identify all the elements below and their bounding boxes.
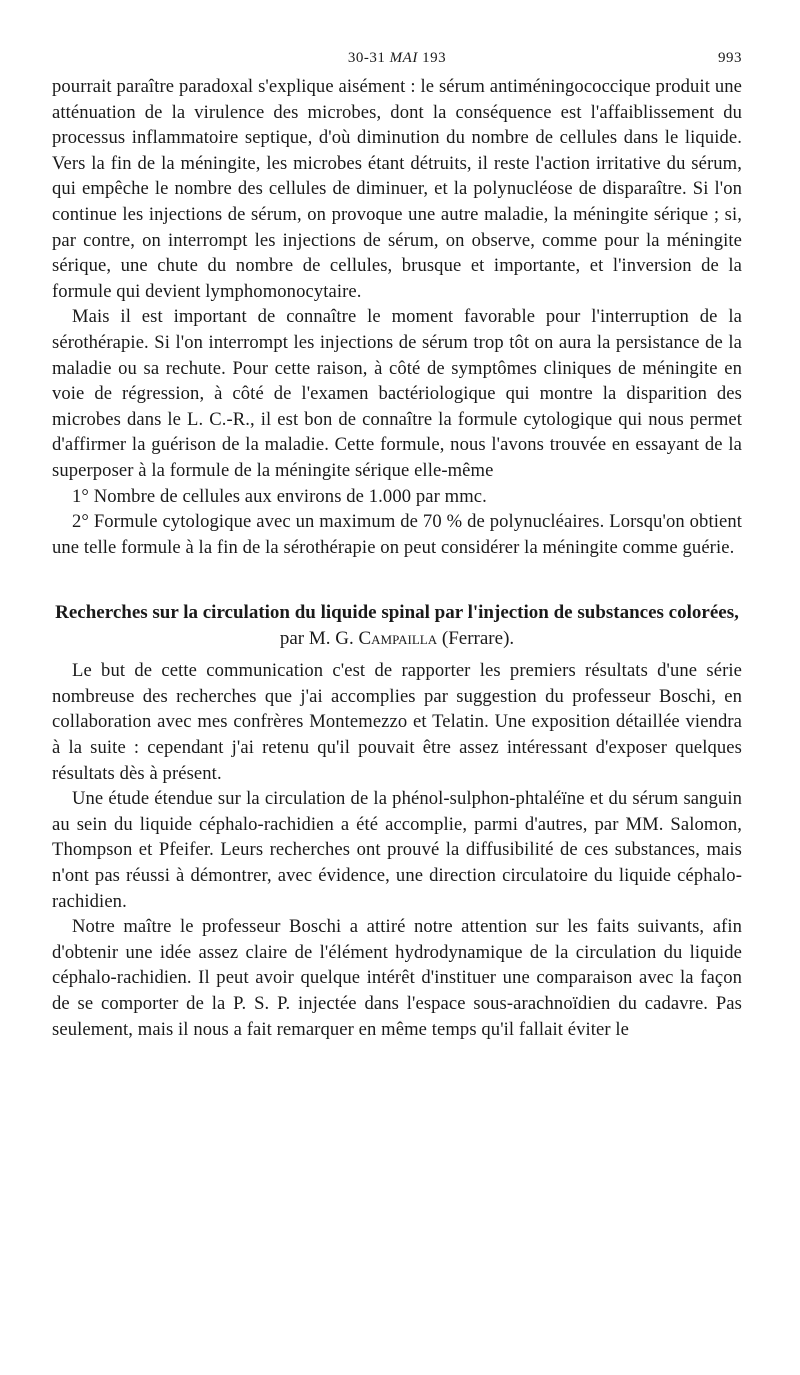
section-title-place: (Ferrare). (441, 628, 515, 650)
section-title (52, 600, 742, 652)
page (52, 50, 742, 1042)
header-month: MAI (389, 50, 418, 66)
paragraph: pourrait paraître paradoxal s'explique aisément : le sérum antiméningococcique produit une atténuation de la virulence des microbes, dont la conséquence est l'affaiblissement du processus inflammatoire septique, d'où diminution du nombre de cellules dans le liquide. Vers la fin de la méningite, les microbes étant détruits, il reste l'action irritative du sérum, qui empêche le nombre des cellules de diminuer, et la polynucléose de disparaître. Si l'on continue les injections de sérum, on provoque une autre maladie, la méningite sérique ; si, par contre, on interrompt les injections de sérum, on observe, comme pour la méningite sérique, une chute du nombre de cellules, brusque et importante, et l'inversion de la formule qui devient lymphomonocytaire. (52, 76, 742, 302)
list-item (52, 484, 742, 510)
section-title-by: par M. G. (279, 628, 354, 650)
paragraph: Mais il est important de connaître le moment favorable pour l'interruption de la sérothérapie. Si l'on interrompt les injections de sérum trop tôt on aura la persistance de la maladie ou sa rechute. Pour cette raison, à côté de symptômes cliniques de méningite en voie de régression, à côté de l'examen bactériologique qui montre la disparition des microbes dans le L. C.-R., il est bon de connaître la formule cytologique qui nous permet d'affirmer la guérison de la maladie. Cette formule, nous l'avons trouvée en essayant de la superposer à la formule de la méningite sérique elle-même (52, 306, 742, 481)
list-item-number: 1° (72, 485, 89, 507)
section-title-main: Recherches sur la circulation du liquide spinal par l'injection de substances colorées, (55, 602, 739, 624)
header-year: 193 (422, 50, 447, 66)
header-day: 30-31 (347, 50, 386, 66)
paragraph: Notre maître le professeur Boschi a attiré notre attention sur les faits suivants, afin d'obtenir une idée assez claire de l'élément hydrodynamique de la circulation du liquide céphalo-rachidien. Il peut avoir quelque intérêt d'instituer une comparaison avec la façon de se comporter de la P. S. P. injectée dans l'espace sous-arachnoïdien du cadavre. Pas seulement, mais il nous a fait remarquer en même temps qu'il fallait éviter le (52, 916, 742, 1040)
list-item-text: Formule cytologique avec un maximum de 70 % de polynucléaires. Lorsqu'on obtient une telle formule à la fin de la sérothérapie on peut considérer la méningite comme guérie. (52, 511, 742, 558)
list-item-text: Nombre de cellules aux environs de 1.000 par mmc. (93, 485, 487, 507)
header-date (52, 50, 742, 67)
paragraph: Une étude étendue sur la circulation de la phénol-sulphon-phtaléïne et du sérum sanguin au sein du liquide céphalo-rachidien a été accomplie, parmi d'autres, par MM. Salomon, Thompson et Pfeifer. Leurs recherches ont prouvé la diffusibilité de ces substances, mais n'ont pas réussi à démontrer, avec évidence, une direction circulatoire du liquide céphalo-rachidien. (52, 788, 742, 912)
section-title-author: Campailla (358, 628, 438, 650)
running-header (52, 50, 742, 74)
section-2 (52, 658, 742, 1042)
page-number: 993 (718, 50, 742, 66)
section-1 (52, 74, 742, 560)
list-item-number: 2° (72, 511, 89, 533)
paragraph: Le but de cette communication c'est de rapporter les premiers résultats d'une série nombreuse des recherches que j'ai accomplies par suggestion du professeur Boschi, en collaboration avec mes confrères Montemezzo et Telatin. Une exposition détaillée viendra à la suite : cependant j'ai retenu qu'il pouvait être assez intéressant d'exposer quelques résultats dès à présent. (52, 660, 742, 784)
list-item (52, 509, 742, 560)
